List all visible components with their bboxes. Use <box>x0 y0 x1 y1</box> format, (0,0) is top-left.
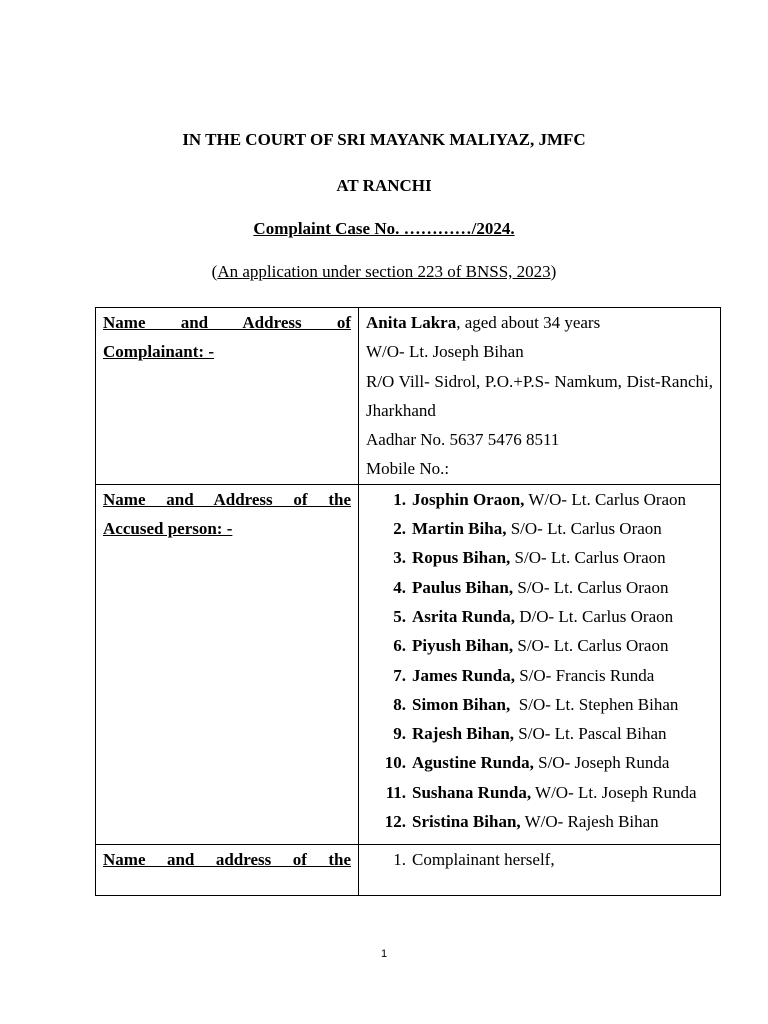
accused-name: Agustine Runda, <box>412 753 534 773</box>
accused-number: 10. <box>384 753 406 773</box>
accused-number: 4. <box>393 577 406 597</box>
accused-number: 1. <box>393 489 406 509</box>
witness-details-cell <box>359 845 721 896</box>
witness-number: 1. <box>393 850 406 870</box>
accused-item <box>366 573 713 602</box>
complainant-address: R/O Vill- Sidrol, P.O.+P.S- Namkum, Dist-Ranchi, Jharkhand <box>366 371 713 420</box>
accused-entry <box>412 602 713 631</box>
accused-number: 12. <box>384 812 406 832</box>
accused-item <box>366 631 713 660</box>
accused-entry <box>412 631 713 660</box>
accused-entry <box>412 485 713 514</box>
accused-entry <box>412 573 713 602</box>
accused-item <box>366 514 713 543</box>
accused-label-line2: Accused person: - <box>103 519 233 539</box>
court-heading: IN THE COURT OF SRI MAYANK MALIYAZ, JMFC <box>182 130 586 149</box>
accused-number: 9. <box>393 724 406 744</box>
complainant-relation: W/O- Lt. Joseph Bihan <box>366 342 524 362</box>
accused-entry <box>412 661 713 690</box>
accused-label-line1: Name and Address of the <box>103 489 351 509</box>
complainant-aadhar: Aadhar No. 5637 5476 8511 <box>366 430 560 450</box>
accused-entry <box>412 719 713 748</box>
accused-relation: S/O- Lt. Pascal Bihan <box>514 724 667 744</box>
witness-item <box>366 845 713 874</box>
complainant-label-line2: Complainant: - <box>103 342 214 362</box>
accused-item <box>366 719 713 748</box>
accused-name: Rajesh Bihan, <box>412 724 515 744</box>
accused-entry <box>412 690 713 719</box>
accused-relation: S/O- Lt. Carlus Oraon <box>513 636 669 656</box>
accused-label-cell <box>96 484 359 845</box>
accused-relation: S/O- Joseph Runda <box>533 753 670 773</box>
witness-text: Complainant herself, <box>412 850 555 870</box>
accused-item <box>366 543 713 572</box>
accused-number: 8. <box>393 694 406 714</box>
complainant-label-line1: Name and Address of <box>103 313 351 332</box>
accused-name: James Runda, <box>412 665 515 685</box>
accused-relation: S/O- Lt. Carlus Oraon <box>506 519 662 539</box>
accused-relation: S/O- Francis Runda <box>514 665 655 685</box>
accused-name: Piyush Bihan, <box>412 636 514 656</box>
accused-item <box>366 485 713 514</box>
accused-number: 7. <box>393 665 406 685</box>
accused-item <box>366 778 713 807</box>
complaint-table <box>95 307 721 896</box>
accused-relation: W/O- Lt. Joseph Runda <box>531 782 697 802</box>
accused-relation: S/O- Lt. Stephen Bihan <box>510 694 679 714</box>
accused-relation: W/O- Lt. Carlus Oraon <box>524 489 687 509</box>
witness-label-cell <box>96 845 359 896</box>
accused-number: 3. <box>393 548 406 568</box>
accused-relation: D/O- Lt. Carlus Oraon <box>514 606 674 626</box>
accused-item <box>366 748 713 777</box>
page-number: 1 <box>380 948 388 960</box>
accused-number: 2. <box>393 519 406 539</box>
accused-list-cell <box>359 484 721 845</box>
accused-list <box>366 485 713 837</box>
complainant-label-cell <box>96 308 359 485</box>
accused-name: Sristina Bihan, <box>412 812 521 832</box>
accused-entry <box>412 514 713 543</box>
accused-entry <box>412 778 713 807</box>
accused-entry <box>412 807 713 836</box>
accused-name: Sushana Runda, <box>412 782 532 802</box>
complainant-details-cell <box>359 308 721 485</box>
case-number: Complaint Case No. …………/2024. <box>253 219 515 238</box>
accused-number: 11. <box>385 782 406 802</box>
accused-name: Martin Biha, <box>412 519 507 539</box>
accused-name: Paulus Bihan, <box>412 577 514 597</box>
accused-item <box>366 690 713 719</box>
accused-entry <box>412 543 713 572</box>
witness-label: Name and address of the <box>103 850 351 870</box>
accused-row <box>96 484 721 845</box>
accused-name: Asrita Runda, <box>412 606 515 626</box>
accused-name: Simon Bihan, <box>412 694 511 714</box>
complainant-row <box>96 308 721 485</box>
accused-name: Josphin Oraon, <box>412 489 525 509</box>
application-subtitle: (An application under section 223 of BNSS, 2023) <box>211 262 557 281</box>
witness-row <box>96 845 721 896</box>
accused-item <box>366 602 713 631</box>
accused-name: Ropus Bihan, <box>412 548 511 568</box>
accused-relation: S/O- Lt. Carlus Oraon <box>510 548 666 568</box>
complainant-name-line: Anita Lakra, aged about 34 years <box>366 313 601 332</box>
accused-item <box>366 661 713 690</box>
accused-item <box>366 807 713 836</box>
complainant-mobile: Mobile No.: <box>366 459 450 479</box>
accused-relation: W/O- Rajesh Bihan <box>520 812 659 832</box>
complainant-name: Anita Lakra <box>366 313 457 332</box>
accused-relation: S/O- Lt. Carlus Oraon <box>513 577 669 597</box>
accused-entry <box>412 748 713 777</box>
accused-number: 5. <box>393 606 406 626</box>
accused-number: 6. <box>393 636 406 656</box>
place-heading: AT RANCHI <box>336 176 432 195</box>
